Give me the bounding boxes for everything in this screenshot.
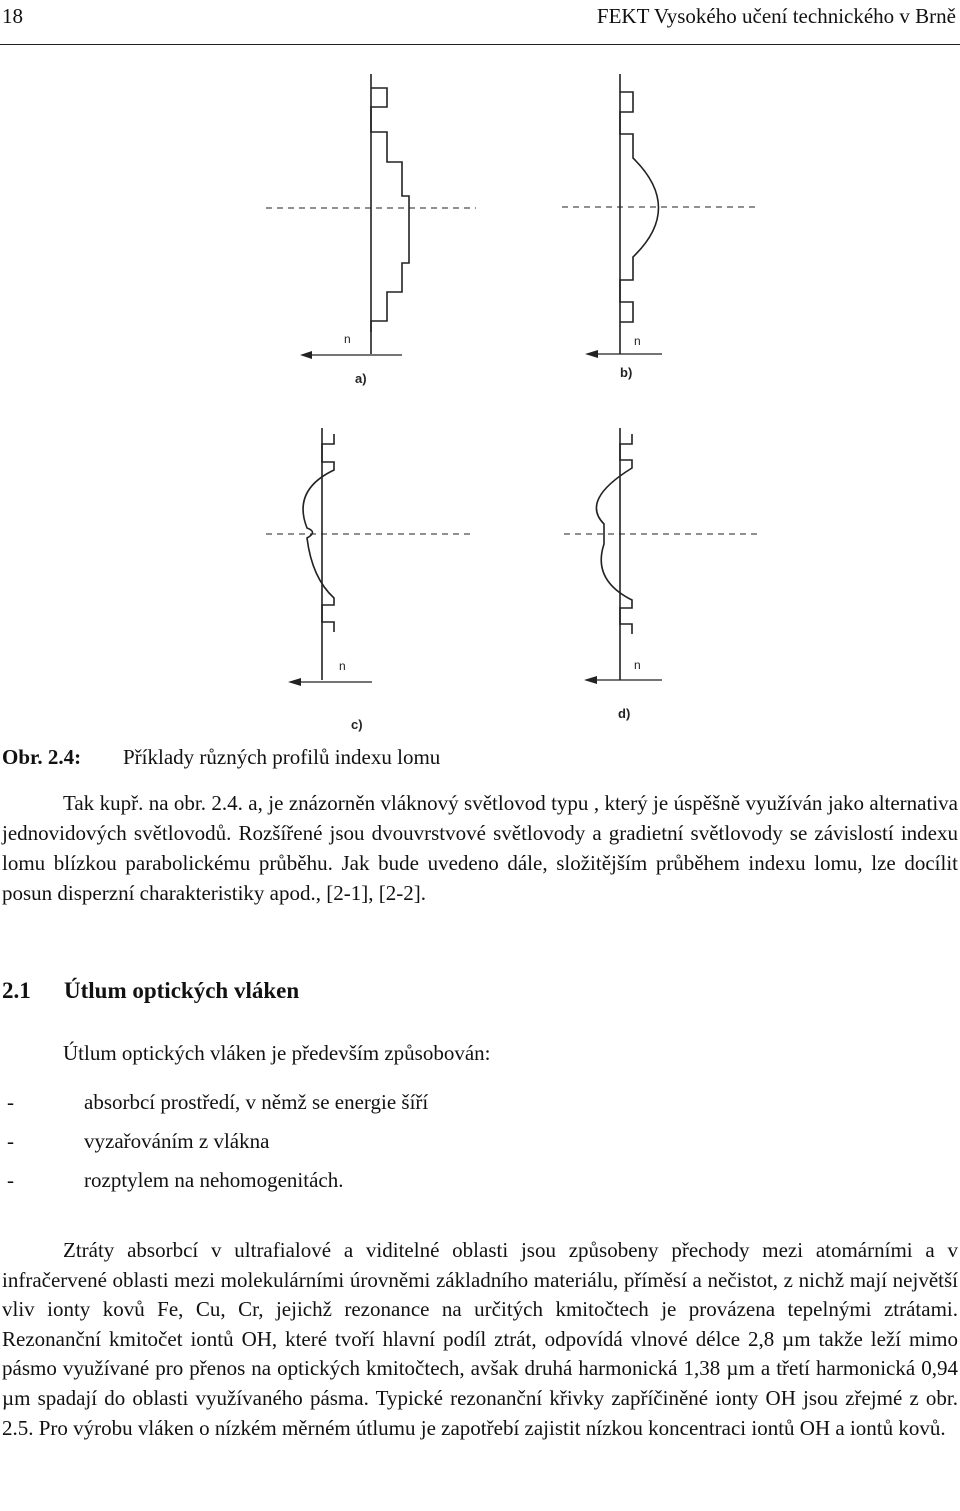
list-item-text: rozptylem na nehomogenitách. (84, 1168, 344, 1192)
caption-text: Příklady různých profilů indexu lomu (123, 745, 441, 769)
panel-c-n-label: n (339, 659, 346, 673)
list-dash: - (7, 1168, 14, 1192)
list-item (2, 1166, 428, 1205)
paragraph-profiles: Tak kupř. na obr. 2.4. a, je znázorněn vláknový světlovod typu , který je úspěšně využíván jako alternativa jednovidových světlovodů. Rozšířené jsou dvouvrstvové světlovody a gradietní světlovody se závislostí indexu lomu blízkou parabolickému průběhu. Jak bude uvedeno dále, složitějším průběhem indexu lomu, lze docílit posun disperzní charakteristiky apod., [2-1], [2-2]. (2, 791, 958, 905)
page-header (0, 0, 960, 45)
list-item (2, 1088, 428, 1127)
paragraph-absorption-losses: Ztráty absorbcí v ultrafialové a viditelné oblasti jsou způsobeny přechody mezi atomárními a v infračervené oblasti mezi molekulárními úrovněmi základního materiálu, příměsí a nečistot, z nichž mají největší vliv ionty kovů Fe, Cu, Cr, jejichž rezonance na určitých kmitočtech je provázena tepelnými ztrátami. Rezonanční kmitočet iontů OH, které tvoří hlavní podíl ztrát, odpovídá vlnové délce 2,8 µm takže leží mimo pásmo využívané pro přenos na optických kmitočtech, avšak druhá harmonická 1,38 µm a třetí harmonická 0,94 µm spadají do oblasti využívaného pásma. Typické rezonanční křivky zapříčiněné ionty OH jsou zřejmé z obr. 2.5. Pro výrobu vláken o nízkém měrném útlumu je zapotřebí zajistit nízkou koncentraci iontů OH a iontů kovů. (2, 1238, 958, 1440)
header-title: FEKT Vysokého učení technického v Brně (596, 4, 956, 28)
panel-d-n-label: n (634, 658, 641, 672)
list-dash: - (7, 1090, 14, 1114)
page-number: 18 (2, 4, 23, 28)
panel-b-n-label: n (634, 334, 641, 348)
list-item-text: vyzařováním z vlákna (84, 1129, 270, 1153)
panel-a-n-label: n (344, 332, 351, 346)
panel-c-letter: c) (351, 717, 363, 732)
section-heading (2, 978, 299, 1004)
caption-label: Obr. 2.4: (2, 745, 82, 769)
list-item-text: absorbcí prostředí, v němž se energie šíří (84, 1090, 429, 1114)
section-title: Útlum optických vláken (64, 978, 300, 1003)
refractive-index-profiles-figure (262, 68, 762, 734)
attenuation-intro: Útlum optických vláken je především způsobován: (63, 1041, 491, 1065)
list-item (2, 1127, 428, 1166)
panel-b-letter: b) (620, 365, 633, 380)
list-dash: - (7, 1129, 14, 1153)
section-number: 2.1 (2, 978, 31, 1003)
panel-a-letter: a) (355, 371, 367, 386)
figure-caption (2, 745, 441, 770)
attenuation-causes-list (2, 1088, 428, 1205)
panel-d-letter: d) (618, 706, 631, 721)
